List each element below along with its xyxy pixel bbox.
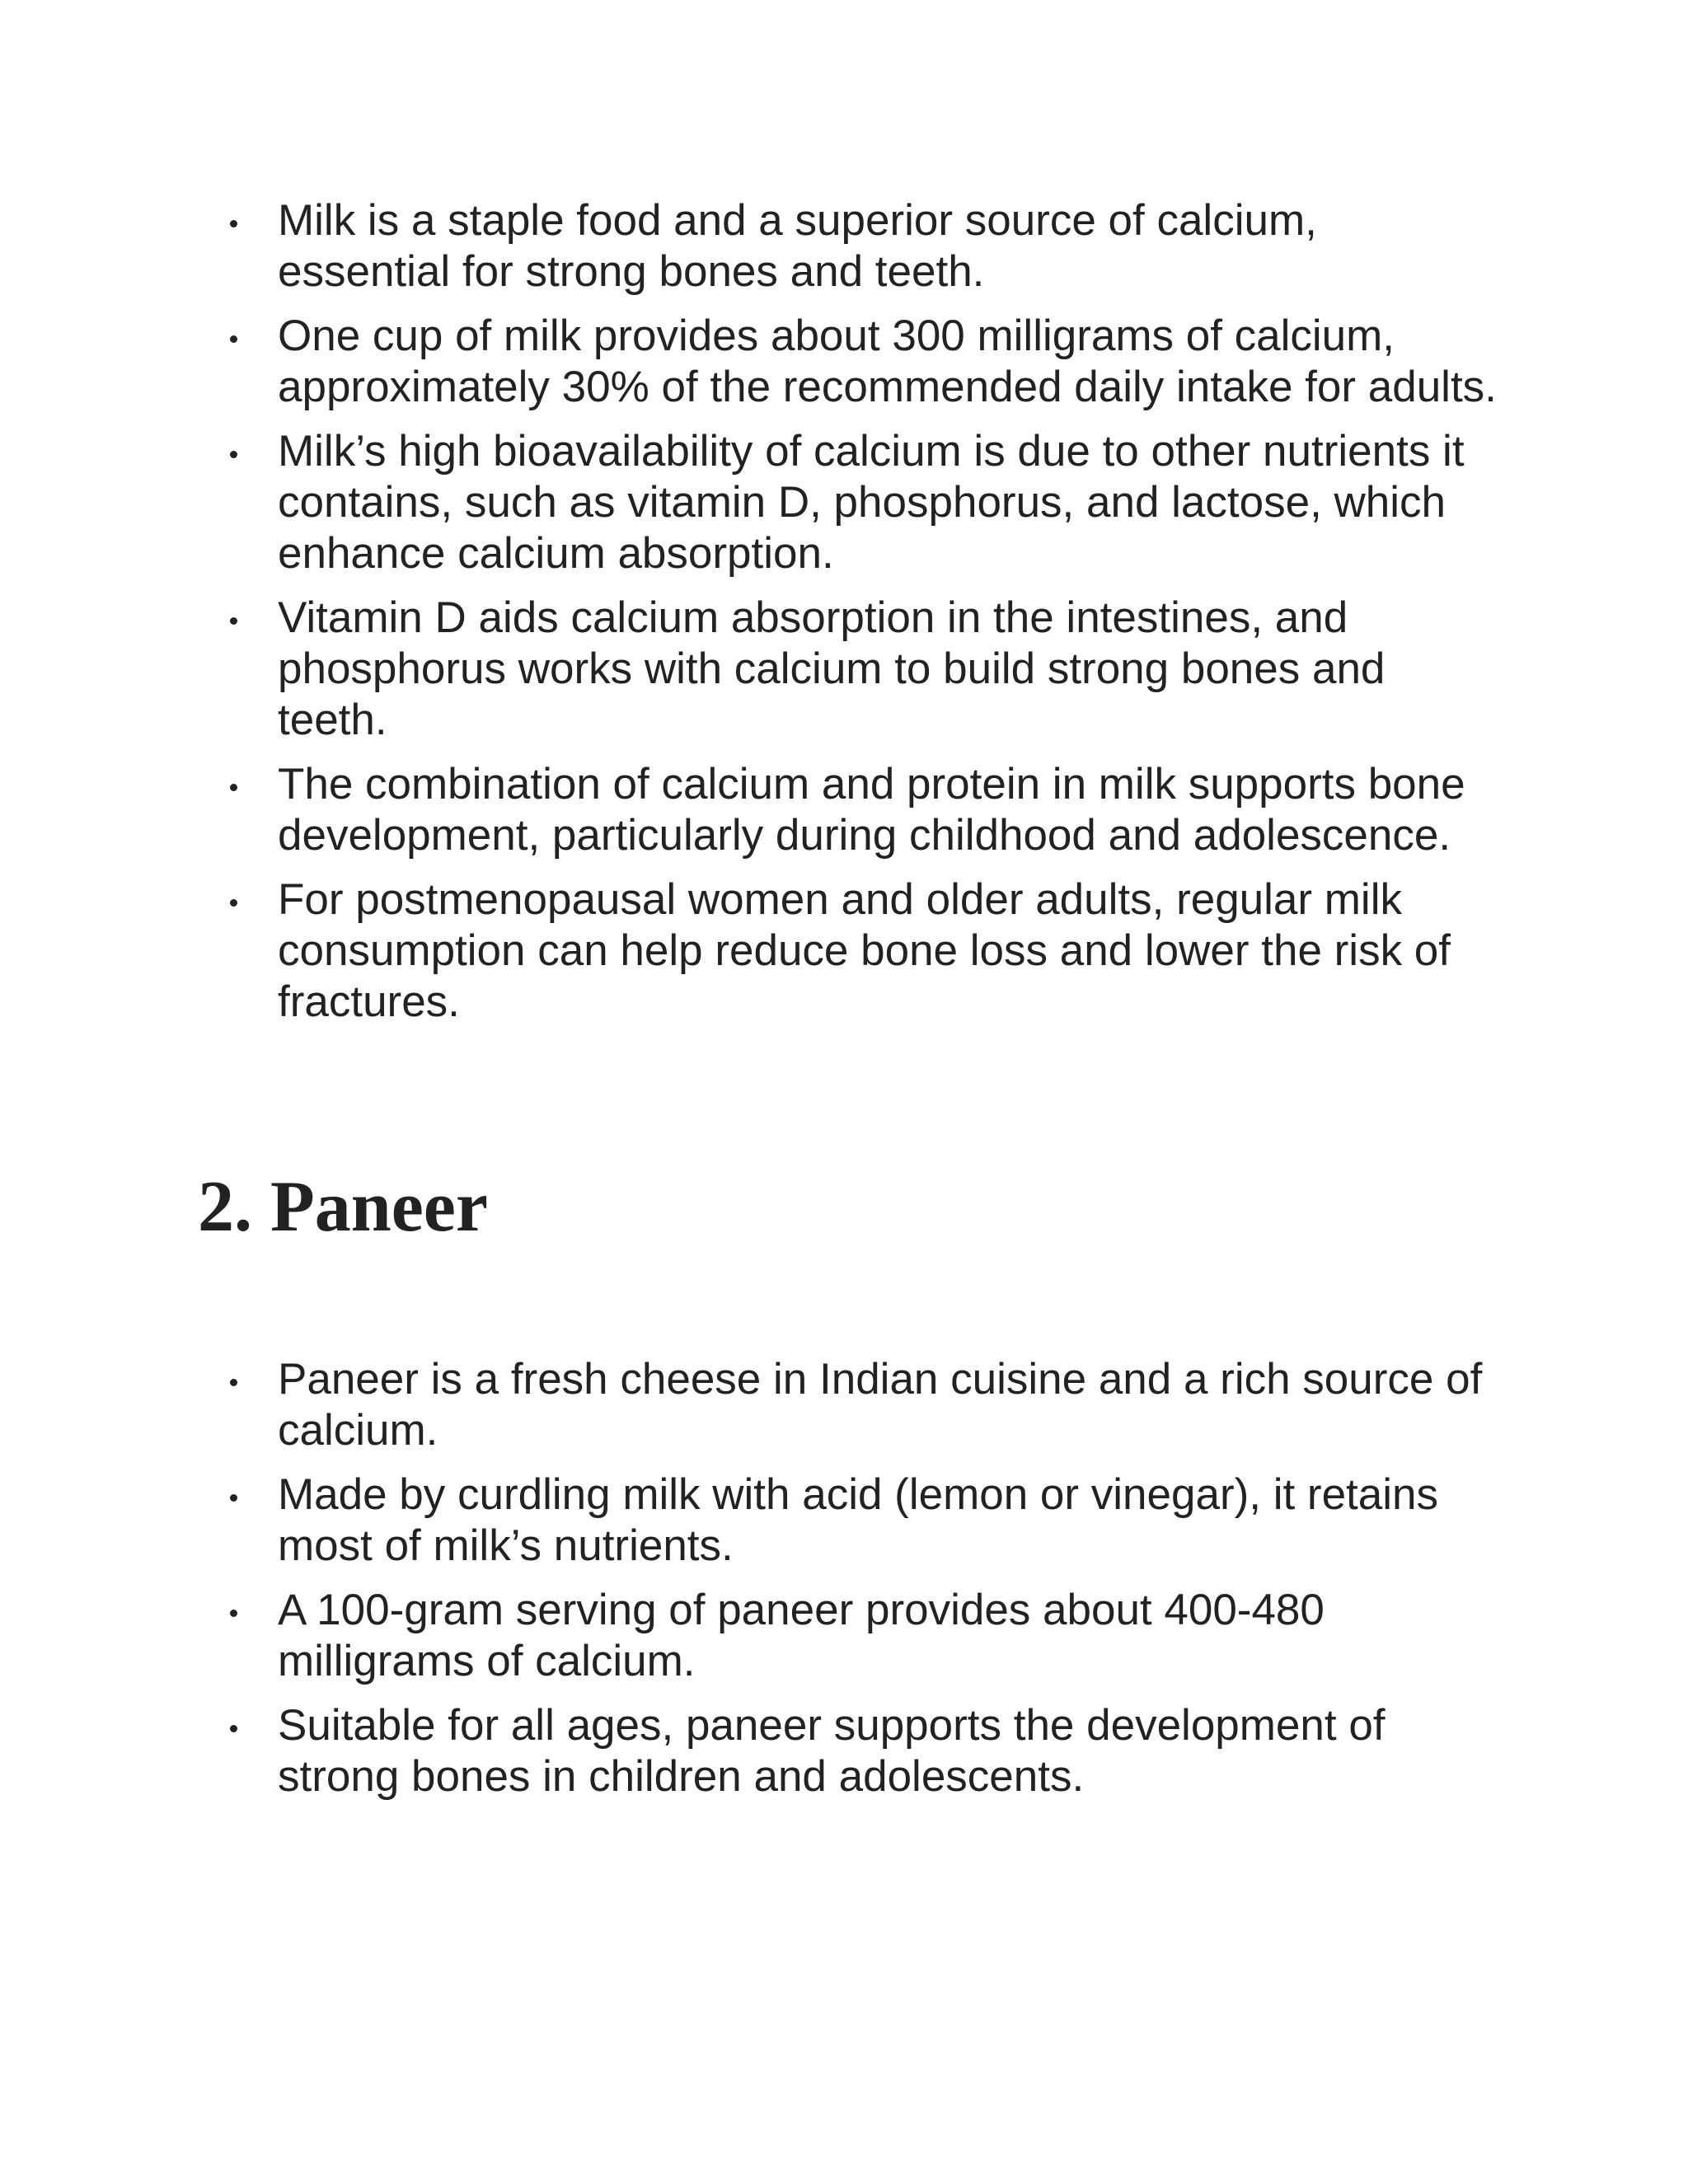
- bullet-dot: [230, 220, 237, 227]
- list-item-text: Suitable for all ages, paneer supports the development of strong bones in children and adolescents.: [278, 1701, 1386, 1801]
- list-item: [278, 195, 1498, 298]
- list-item-text: The combination of calcium and protein in milk supports bone development, particularly during childhood and adolescence.: [278, 760, 1465, 860]
- list-item-text: Milk’s high bioavailability of calcium is due to other nutrients it contains, such as vitamin D, phosphorus, and lactose, which enhance calcium absorption.: [278, 427, 1465, 578]
- list-item-text: A 100-gram serving of paneer provides about 400-480 milligrams of calcium.: [278, 1586, 1325, 1685]
- list-item-text: Paneer is a fresh cheese in Indian cuisine and a rich source of calcium.: [278, 1355, 1483, 1455]
- list-item: [278, 1469, 1498, 1572]
- list-item: [278, 311, 1498, 413]
- bullet-dot: [230, 1494, 237, 1502]
- section-heading-paneer: 2. Paneer: [198, 1167, 488, 1247]
- bullet-dot: [230, 451, 237, 458]
- milk-bullet-list: [278, 195, 1498, 1041]
- list-item: [278, 593, 1498, 746]
- bullet-dot: [230, 1379, 237, 1386]
- list-item-text: One cup of milk provides about 300 milligrams of calcium, approximately 30% of the recommended daily intake for adults.: [278, 312, 1497, 411]
- bullet-dot: [230, 784, 237, 791]
- bullet-dot: [230, 617, 237, 625]
- bullet-dot: [230, 1610, 237, 1617]
- list-item: [278, 1354, 1498, 1456]
- list-item: [278, 874, 1498, 1028]
- bullet-dot: [230, 335, 237, 343]
- list-item-text: For postmenopausal women and older adults, regular milk consumption can help reduce bone loss and lower the risk of fractures.: [278, 875, 1451, 1026]
- list-item: [278, 1700, 1498, 1802]
- list-item: [278, 1585, 1498, 1687]
- list-item-text: Vitamin D aids calcium absorption in the intestines, and phosphorus works with calcium to build strong bones and teeth.: [278, 593, 1386, 744]
- list-item-text: Milk is a staple food and a superior source of calcium, essential for strong bones and teeth.: [278, 196, 1317, 296]
- list-item-text: Made by curdling milk with acid (lemon or vinegar), it retains most of milk’s nutrients.: [278, 1470, 1438, 1570]
- bullet-dot: [230, 1725, 237, 1732]
- bullet-dot: [230, 899, 237, 907]
- list-item: [278, 759, 1498, 861]
- paneer-bullet-list: [278, 1354, 1498, 1816]
- list-item: [278, 426, 1498, 579]
